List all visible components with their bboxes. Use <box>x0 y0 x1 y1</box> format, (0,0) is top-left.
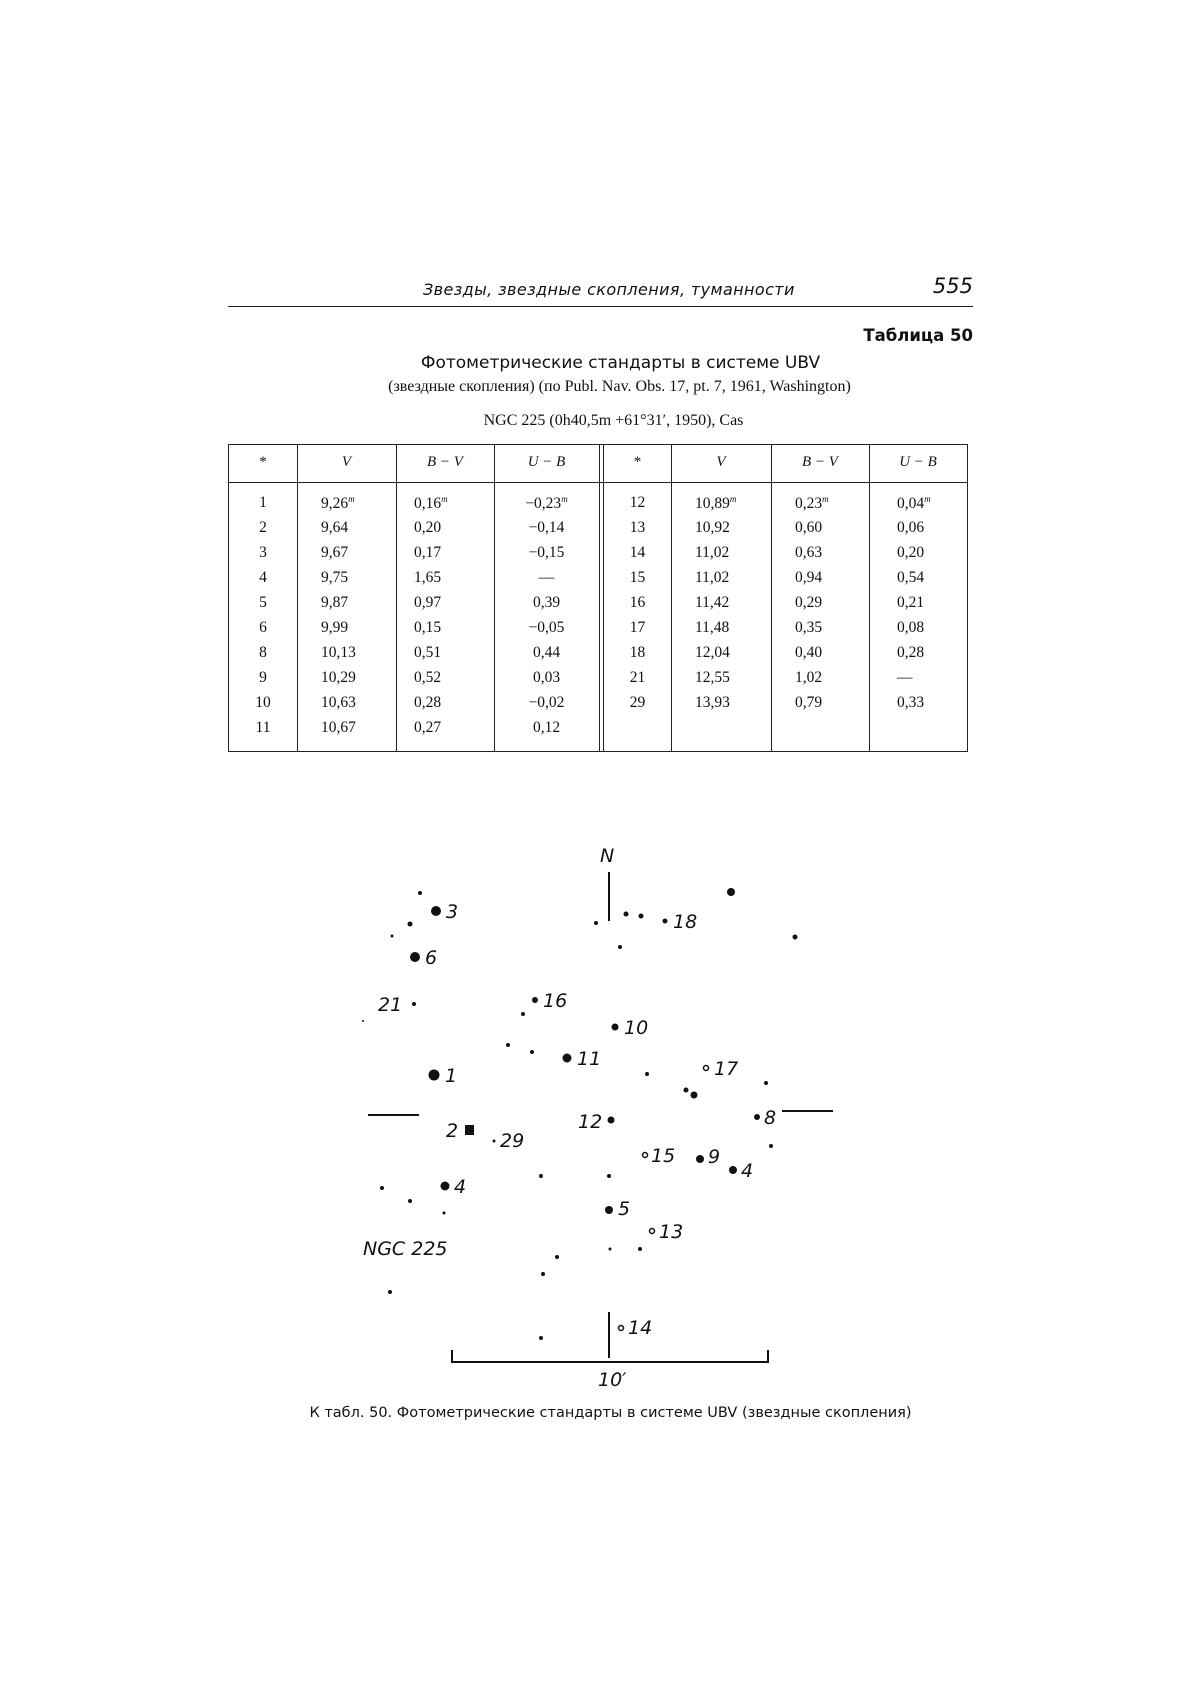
cell-ub: −0,02 <box>528 694 565 711</box>
cell-bv: 0,35 <box>795 619 823 636</box>
star-label-2: 2 <box>446 1120 459 1142</box>
field-star <box>555 1255 559 1259</box>
cell-v: 11,02 <box>695 569 730 586</box>
cell-star: 18 <box>629 644 646 661</box>
star-21 <box>412 1002 416 1006</box>
cell-bv: 0,27 <box>414 719 442 736</box>
star-5 <box>605 1206 613 1214</box>
page-number: 555 <box>932 274 973 298</box>
star-6 <box>410 952 420 962</box>
north-label: N <box>600 845 615 867</box>
cell-star: 16 <box>629 594 646 611</box>
map-caption-text: К табл. 50. Фотометрические стандарты в системе UBV (звездные скопления) <box>309 1405 912 1421</box>
cell-v: 9,64 <box>321 519 349 536</box>
cell-v: 9,67 <box>321 544 349 561</box>
cell-v: 10,92 <box>695 519 730 536</box>
star-18 <box>663 919 668 924</box>
field-star <box>408 922 413 927</box>
cell-star: 1 <box>259 494 267 511</box>
star-label-21: 21 <box>378 994 403 1016</box>
field-star <box>443 1212 446 1215</box>
cell-ub: $-0,23^m$ <box>525 494 568 513</box>
cell-star: 5 <box>259 594 267 611</box>
star-13 <box>650 1229 655 1234</box>
field-star <box>769 1144 773 1148</box>
field-star <box>418 891 422 895</box>
cell-star: 13 <box>629 519 646 536</box>
star-4-east <box>729 1166 737 1174</box>
star-label-1: 1 <box>445 1065 458 1087</box>
cell-v: 11,48 <box>695 619 730 636</box>
table-number: Таблица 50 <box>863 326 973 345</box>
field-star <box>764 1081 768 1085</box>
cell-v: 10,67 <box>321 719 356 736</box>
cell-v: 12,04 <box>695 644 730 661</box>
star-label-16: 16 <box>543 990 568 1012</box>
star-label-4: 4 <box>454 1176 467 1198</box>
cell-bv: 0,60 <box>795 519 823 536</box>
cell-ub: 0,28 <box>897 644 925 661</box>
field-star <box>530 1050 534 1054</box>
star-label-29: 29 <box>500 1130 525 1152</box>
cell-v: 9,26$^m$ <box>321 494 355 513</box>
star-1 <box>429 1070 440 1081</box>
star-12 <box>608 1117 615 1124</box>
star-label-9: 9 <box>708 1146 721 1168</box>
star-label-15: 15 <box>651 1145 676 1167</box>
star-label-4-east: 4 <box>741 1160 754 1182</box>
cell-bv: 0,17 <box>414 544 442 561</box>
field-star <box>506 1043 510 1047</box>
field-star <box>624 912 629 917</box>
star-label-11: 11 <box>577 1048 602 1070</box>
star-9 <box>696 1155 704 1163</box>
field-star <box>408 1199 412 1203</box>
cell-star: 10 <box>255 694 271 711</box>
star-14 <box>619 1326 624 1331</box>
cell-ub: 0,04$^m$ <box>897 494 931 513</box>
cell-star: 3 <box>259 544 267 561</box>
cell-star: 2 <box>259 519 267 536</box>
star-label-10: 10 <box>624 1017 649 1039</box>
cell-ub: 0,54 <box>897 569 925 586</box>
column-header: * <box>259 454 267 470</box>
star-label-18: 18 <box>673 911 698 933</box>
star-label-8: 8 <box>764 1107 777 1129</box>
cell-v: 10,63 <box>321 694 356 711</box>
cell-ub: −0,15 <box>528 544 565 561</box>
scale-label: 10′ <box>598 1369 627 1391</box>
cell-bv: 1,65 <box>414 569 442 586</box>
field-star <box>793 935 798 940</box>
cell-bv: 0,29 <box>795 594 823 611</box>
cell-star: 11 <box>255 719 271 736</box>
star-15 <box>643 1153 648 1158</box>
cell-v: 10,89$^m$ <box>695 494 737 513</box>
field-star <box>618 945 622 949</box>
field-star <box>539 1174 543 1178</box>
cell-star: 8 <box>259 644 267 661</box>
field-star <box>380 1186 384 1190</box>
field-star <box>391 935 394 938</box>
field-star <box>609 1248 612 1251</box>
cell-star: 9 <box>259 669 267 686</box>
star-16 <box>532 997 538 1003</box>
cell-bv: 0,15 <box>414 619 442 636</box>
cell-v: 10,29 <box>321 669 356 686</box>
cell-bv: 0,52 <box>414 669 442 686</box>
cell-star: 4 <box>259 569 267 586</box>
field-star <box>594 921 598 925</box>
cell-ub: 0,03 <box>532 669 561 686</box>
map-caption <box>0 1405 1191 1421</box>
star-label-6: 6 <box>425 947 438 969</box>
cell-star: 14 <box>629 544 646 561</box>
column-header: B − V <box>802 454 838 470</box>
column-header: V <box>716 454 726 470</box>
cell-v: 9,75 <box>321 569 349 586</box>
field-star <box>727 888 735 896</box>
cell-ub: 0,20 <box>897 544 925 561</box>
star-11 <box>563 1054 572 1063</box>
cell-ub: −0,05 <box>528 619 565 636</box>
cell-bv: 0,63 <box>795 544 823 561</box>
cell-ub: 0,33 <box>897 694 925 711</box>
cell-v: 10,13 <box>321 644 356 661</box>
cell-v: 11,02 <box>695 544 730 561</box>
cell-bv: 0,20 <box>414 519 442 536</box>
star-8 <box>754 1114 760 1120</box>
cell-v: 9,87 <box>321 594 349 611</box>
cell-bv: 0,16$^m$ <box>414 494 448 513</box>
cell-ub: — <box>538 569 555 586</box>
cell-v: 9,99 <box>321 619 349 636</box>
field-star <box>639 914 644 919</box>
field-star <box>541 1272 545 1276</box>
cell-v: 12,55 <box>695 669 730 686</box>
column-header: * <box>633 454 642 470</box>
star-label-17: 17 <box>714 1058 739 1080</box>
field-star <box>645 1072 649 1076</box>
cell-bv: 0,23$^m$ <box>795 494 829 513</box>
star-3 <box>431 906 441 916</box>
cell-bv: 0,94 <box>795 569 823 586</box>
cell-star: 15 <box>629 569 646 586</box>
cell-star: 29 <box>629 694 646 711</box>
column-header: U − B <box>527 454 566 470</box>
star-10 <box>612 1024 619 1031</box>
table-subtitle-text: (звездные скопления) (по Publ. Nav. Obs. 17, pt. 7, 1961, Washington) <box>388 378 851 395</box>
star-label-13: 13 <box>659 1221 684 1243</box>
star-label-12: 12 <box>578 1111 603 1133</box>
cell-bv: 0,28 <box>414 694 442 711</box>
star-2 <box>465 1125 474 1135</box>
field-star <box>691 1092 698 1099</box>
table-title-text: Фотометрические стандарты в системе UBV <box>420 353 821 373</box>
cell-ub: 0,12 <box>532 719 561 736</box>
cell-bv: 0,97 <box>414 594 442 611</box>
cell-bv: 0,40 <box>795 644 823 661</box>
star-17 <box>704 1066 709 1071</box>
running-title: Звезды, звездные скопления, туманности <box>423 280 795 299</box>
star-4 <box>441 1182 450 1191</box>
cell-bv: 1,02 <box>795 669 823 686</box>
star-29 <box>493 1140 496 1143</box>
star-label-14: 14 <box>628 1317 653 1339</box>
cell-ub: 0,08 <box>897 619 925 636</box>
cell-star: 12 <box>629 494 646 511</box>
cell-ub: 0,44 <box>532 644 561 661</box>
field-star <box>362 1020 364 1022</box>
star-label-5: 5 <box>618 1198 631 1220</box>
cell-ub: −0,14 <box>528 519 565 536</box>
field-star <box>539 1336 543 1340</box>
cluster-label: NGC 225 <box>363 1238 448 1260</box>
column-header: B − V <box>427 454 463 470</box>
column-header: V <box>341 454 352 470</box>
cell-v: 13,93 <box>695 694 730 711</box>
cell-ub: 0,21 <box>897 594 925 611</box>
column-header: U − B <box>899 454 937 470</box>
field-star <box>607 1174 611 1178</box>
cell-star: 6 <box>259 619 267 636</box>
field-star <box>684 1088 689 1093</box>
field-star <box>388 1290 392 1294</box>
cell-bv: 0,79 <box>795 694 823 711</box>
cell-ub: 0,06 <box>897 519 925 536</box>
star-label-3: 3 <box>446 901 459 923</box>
cluster-heading-text: NGC 225 (0h40,5m +61°31′, 1950), Cas <box>483 412 744 429</box>
cell-star: 17 <box>629 619 646 636</box>
cell-bv: 0,51 <box>414 644 442 661</box>
cell-ub: 0,39 <box>532 594 561 611</box>
field-star <box>521 1012 525 1016</box>
cell-star: 21 <box>629 669 646 686</box>
field-star <box>638 1247 642 1251</box>
cell-ub: — <box>897 669 913 686</box>
cell-v: 11,42 <box>695 594 730 611</box>
